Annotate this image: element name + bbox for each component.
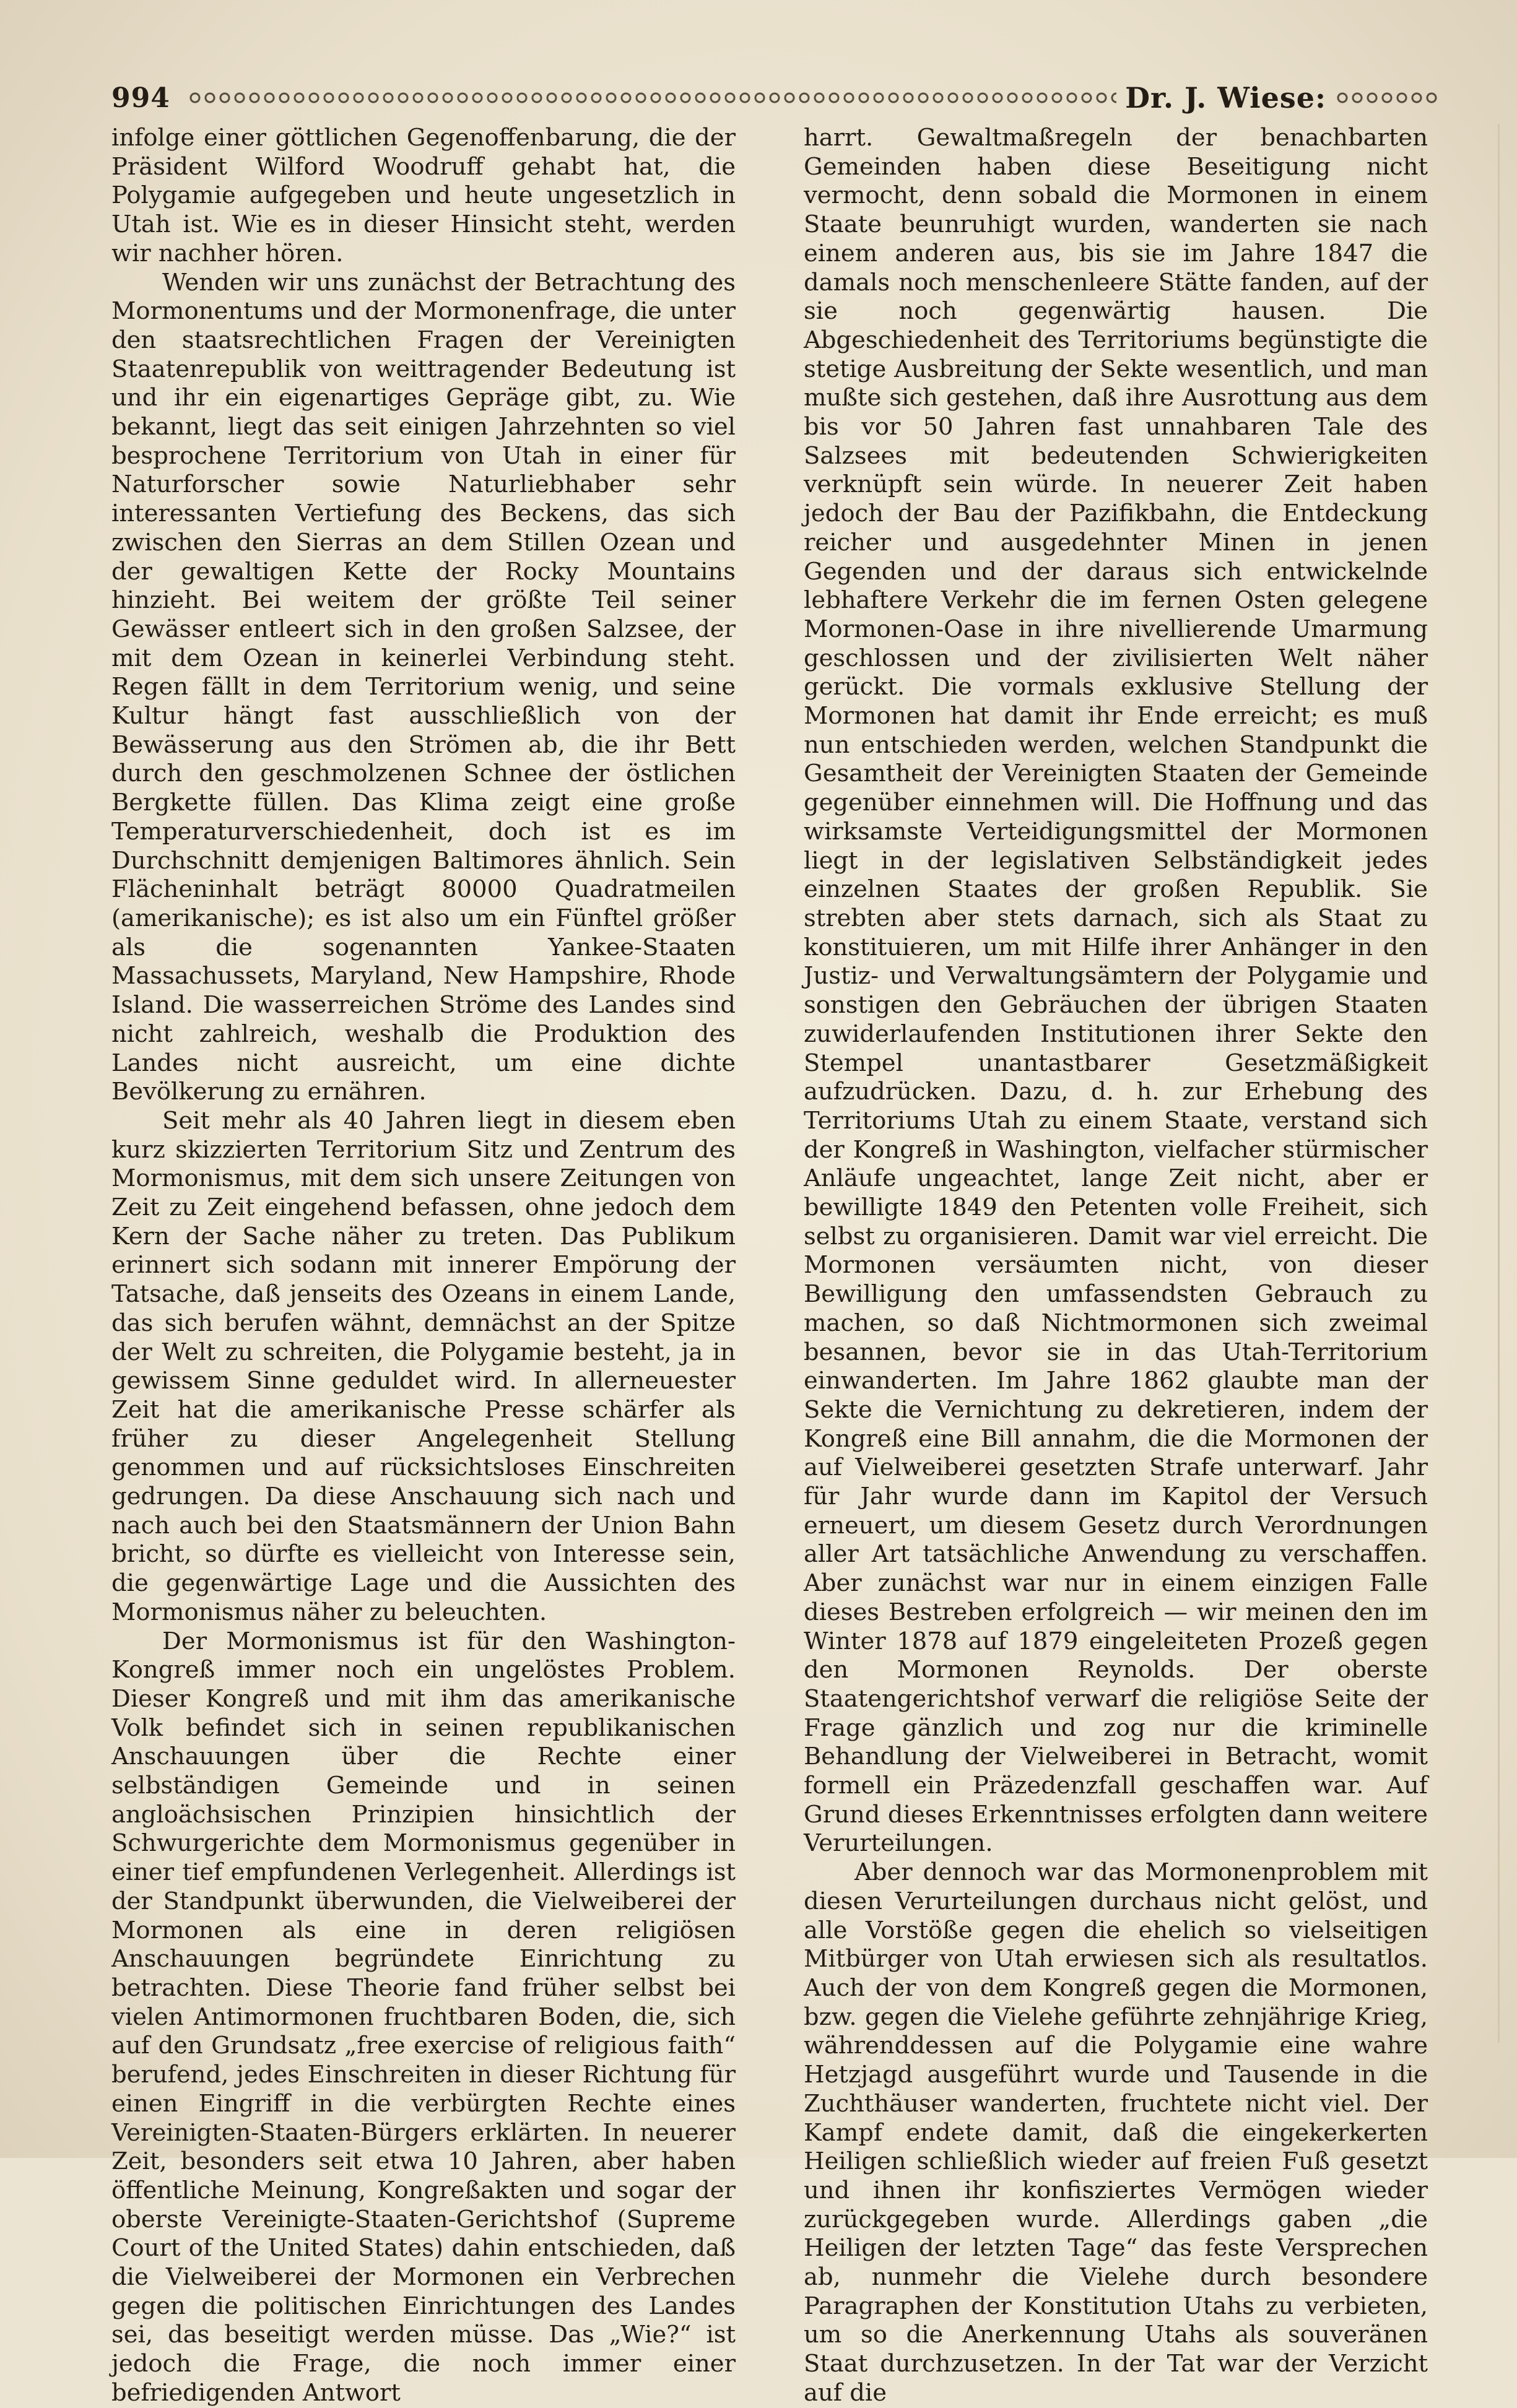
page-number: 994 (111, 82, 170, 114)
paragraph: harrt. Gewaltmaßregeln der benachbarten Gemeinden haben diese Beseitigung nicht vermocht, denn sobald die Mormonen in einem Staate beunruhigt wurden, wanderten sie nach einem anderen aus, bis sie im Jahre 1847 die damals noch menschenleere Stätte fanden, auf der sie noch gegenwärtig hausen. Die Abgeschiedenheit des Territoriums begünstigte die stetige Ausbreitung der Sekte wesentlich, und man mußte sich gestehen, daß ihre Ausrottung aus dem bis vor 50 Jahren fast unnahbaren Tale des Salzsees mit bedeutenden Schwierigkeiten verknüpft sein würde. In neuerer Zeit haben jedoch der Bau der Pazifikbahn, die Entdeckung reicher und ausgedehnter Minen in jenen Gegenden und der daraus sich entwickelnde lebhaftere Verkehr die im fernen Osten gelegene Mormonen-Oase in ihre nivellierende Umarmung geschlossen und der zivilisierten Welt näher gerückt. Die vormals exklusive Stellung der Mormonen hat damit ihr Ende erreicht; es muß nun entschieden werden, welchen Standpunkt die Gesamtheit der Vereinigten Staaten der Gemeinde gegenüber einnehmen will. Die Hoffnung und das wirksamste Verteidigungsmittel der Mormonen liegt in der legislativen Selbständigkeit jedes einzelnen Staates der großen Republik. Sie strebten aber stets darnach, sich als Staat zu konstituieren, um mit Hilfe ihrer Anhänger in den Justiz- und Verwaltungsämtern der Polygamie und sonstigen den Gebräuchen der übrigen Staaten zuwiderlaufenden Institutionen ihrer Sekte den Stempel unantastbarer Gesetzmäßigkeit aufzudrücken. Dazu, d. h. zur Erhebung des Territoriums Utah zu einem Staate, verstand sich der Kongreß in Washington, vielfacher stürmischer Anläufe ungeachtet, lange Zeit nicht, aber er bewilligte 1849 den Petenten volle Freiheit, sich selbst zu organisieren. Damit war viel erreicht. Die Mormonen versäumten nicht, von dieser Bewilligung den umfassendsten Gebrauch zu machen, so daß Nichtmormonen sich zweimal besannen, bevor sie in das Utah-Territorium einwanderten. Im Jahre 1862 glaubte man der Sekte die Vernichtung zu dekretieren, indem der Kongreß eine Bill annahm, die die Mormonen der auf Vielweiberei gesetzten Strafe unterwarf. Jahr für Jahr wurde dann im Kapitol der Versuch erneuert, um diesem Gesetz durch Verordnungen aller Art tatsächliche Anwendung zu verschaffen. Aber zunächst war nur in einem einzigen Falle dieses Bestreben erfolgreich — wir meinen den im Winter 1878 auf 1879 eingeleiteten Prozeß gegen den Mormonen Reynolds. Der oberste Staatengerichtshof verwarf die religiöse Seite der Frage gänzlich und zog nur die kriminelle Behandlung der Vielweiberei in Betracht, womit formell ein Präzedenzfall geschaffen war. Auf Grund dieses Erkenntnisses erfolgten dann weitere Verurteilungen. (804, 124, 1428, 1858)
left-text-column (111, 124, 736, 2408)
paragraph: Seit mehr als 40 Jahren liegt in diesem eben kurz skizzierten Territorium Sitz und Zentrum des Mormonismus, mit dem sich unsere Zeitungen von Zeit zu Zeit eingehend befassen, ohne jedoch dem Kern der Sache näher zu treten. Das Publikum erinnert sich sodann mit innerer Empörung der Tatsache, daß jenseits des Ozeans in einem Lande, das sich berufen wähnt, demnächst an der Spitze der Welt zu schreiten, die Polygamie besteht, ja in gewissem Sinne geduldet wird. In allerneuester Zeit hat die amerikanische Presse schärfer als früher zu dieser Angelegenheit Stellung genommen und auf rücksichtsloses Einschreiten gedrungen. Da diese Anschauung sich nach und nach auch bei den Staatsmännern der Union Bahn bricht, so dürfte es vielleicht von Interesse sein, die gegenwärtige Lage und die Aussichten des Mormonismus näher zu beleuchten. (111, 1106, 736, 1626)
running-header (111, 79, 1449, 116)
paragraph: Wenden wir uns zunächst der Betrachtung des Mormonentums und der Mormonenfrage, die unter den staatsrechtlichen Fragen der Vereinigten Staatenrepublik von weittragender Bedeutung ist und ihr ein eigenartiges Gepräge gibt, zu. Wie bekannt, liegt das seit einigen Jahrzehnten so viel besprochene Territorium von Utah in einer für Naturforscher sowie Naturliebhaber sehr interessanten Vertiefung des Beckens, das sich zwischen den Sierras an dem Stillen Ozean und der gewaltigen Kette der Rocky Mountains hinzieht. Bei weitem der größte Teil seiner Gewässer entleert sich in den großen Salzsee, der mit dem Ozean in keinerlei Verbindung steht. Regen fällt in dem Territorium wenig, und seine Kultur hängt fast ausschließlich von der Bewässerung aus den Strömen ab, die ihr Bett durch den geschmolzenen Schnee der östlichen Bergkette füllen. Das Klima zeigt eine große Temperaturverschiedenheit, doch ist es im Durchschnitt demjenigen Baltimores ähnlich. Sein Flächeninhalt beträgt 80000 Quadratmeilen (amerikanische); es ist also um ein Fünftel größer als die sogenannten Yankee-Staaten Massachussets, Maryland, New Hampshire, Rhode Island. Die wasserreichen Ströme des Landes sind nicht zahlreich, weshalb die Produktion des Landes nicht ausreicht, um eine dichte Bevölkerung zu ernähren. (111, 268, 736, 1106)
header-ornament-rule-end (1335, 91, 1440, 105)
page-edge-shadow (1498, 124, 1500, 2043)
paragraph: infolge einer göttlichen Gegenoffenbarung, die der Präsident Wilford Woodruff gehabt hat, die Polygamie aufgegeben und heute ungesetzlich in Utah ist. Wie es in dieser Hinsicht steht, werden wir nachher hören. (111, 124, 736, 267)
paragraph: Der Mormonismus ist für den Washington-Kongreß immer noch ein ungelöstes Problem. Dieser Kongreß und mit ihm das amerikanische Volk befindet sich in seinen republikanischen Anschauungen über die Rechte einer selbständigen Gemeinde und in seinen angloächsischen Prinzipien hinsichtlich der Schwurgerichte dem Mormonismus gegenüber in einer tief empfundenen Verlegenheit. Allerdings ist der Standpunkt überwunden, die Vielweiberei der Mormonen als eine in deren religiösen Anschauungen begründete Einrichtung zu betrachten. Diese Theorie fand früher selbst bei vielen Antimormonen fruchtbaren Boden, die, sich auf den Grundsatz „free exercise of religious faith“ berufend, jedes Einschreiten in dieser Richtung für einen Eingriff in die verbürgten Rechte eines Vereinigten-Staaten-Bürgers erklärten. In neuerer Zeit, besonders seit etwa 10 Jahren, aber haben öffentliche Meinung, Kongreßakten und sogar der oberste Vereinigte-Staaten-Gerichtshof (Supreme Court of the United States) dahin entschieden, daß die Vielweiberei der Mormonen ein Verbrechen gegen die politischen Einrichtungen des Landes sei, das beseitigt werden müsse. Das „Wie?“ ist jedoch die Frage, die noch immer einer befriedigenden Antwort (111, 1627, 736, 2407)
paragraph: Aber dennoch war das Mormonenproblem mit diesen Verurteilungen durchaus nicht gelöst, und alle Vorstöße gegen die ehelich so vielseitigen Mitbürger von Utah erwiesen sich als resultatlos. Auch der von dem Kongreß gegen die Mormonen, bzw. gegen die Vielehe geführte zehnjährige Krieg, währenddessen auf die Polygamie eine wahre Hetzjagd ausgeführt wurde und Tausende in die Zuchthäuser wanderten, fruchtete nicht viel. Der Kampf endete damit, daß die eingekerkerten Heiligen schließlich wieder auf freien Fuß gesetzt und ihnen ihr konfisziertes Vermögen wieder zurückgegeben wurde. Allerdings gaben „die Heiligen der letzten Tage“ das feste Versprechen ab, nunmehr die Vielehe durch besondere Paragraphen der Konstitution Utahs zu verbieten, um so die Anerkennung Utahs als souveränen Staat durchzusetzen. In der Tat war der Verzicht auf die (804, 1858, 1428, 2407)
header-ornament-rule (188, 91, 1116, 105)
running-title: Dr. J. Wiese: (1125, 81, 1326, 115)
right-text-column (804, 124, 1428, 2408)
